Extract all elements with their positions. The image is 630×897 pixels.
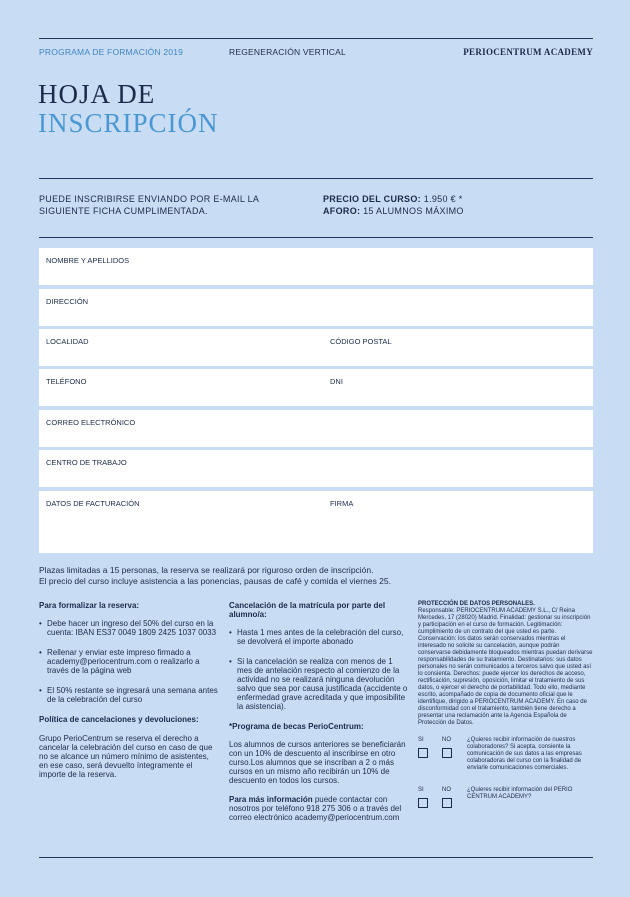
scholarship-heading: *Programa de becas PerioCentrum: — [229, 722, 364, 731]
price-label: PRECIO DEL CURSO: — [323, 194, 421, 204]
data-protection-text: Responsable: PERIOCENTRUM ACADEMY S.L., C/ Reina Mercedes, 17 (28020) Madrid. Finalidad: gestionar su inscripción y participación en el curso de formación. Legitimación: cumplimiento de un contrato del que usted es parte. Conservación: los datos serán conservados mientras el interesado no solicite su cancelación, aunque podrán conservarse debidamente bloqueados mientras puedan derivarse responsabilidades de su tratamiento. Destinatarios: sus datos personales no serán comunicados a terceros salvo que usted así lo consienta. Derechos: puede ejercer los derechos de acceso, rectificación, supresión, oposición, limitar el tratamiento de sus datos, o ejercer el derecho de portabilidad. Todo ello, mediante escrito, acompañado de copia de documento oficial que le identifique, dirigido a PERIOCENTRUM ACADEMY. En caso de disconformidad con el tratamiento, también tiene derecho a presentar una reclamación ante la Agencia Española de Protección de Datos. — [418, 608, 593, 726]
top-rule — [39, 38, 593, 39]
contact-info — [229, 795, 409, 822]
capacity-label: AFORO: — [323, 206, 361, 216]
phone-field[interactable] — [39, 369, 593, 406]
address-label: DIRECCIÓN — [46, 297, 89, 306]
email-label: CORREO ELECTRÓNICO — [46, 418, 136, 427]
bottom-rule — [39, 857, 593, 858]
student-cancellation-heading: Cancelación de la matrícula por parte del alumno/a: — [229, 601, 386, 619]
intro-top-rule — [39, 178, 593, 179]
reservation-heading: Para formalizar la reserva: — [39, 601, 140, 610]
postal-label: CÓDIGO POSTAL — [330, 337, 392, 346]
student-cancellation-column — [229, 601, 409, 832]
dni-label: DNI — [330, 377, 343, 386]
brand-label: PERIOCENTRUM ACADEMY — [463, 47, 593, 57]
city-label: LOCALIDAD — [46, 337, 89, 346]
no-label: NO — [442, 737, 451, 743]
contact-info-text: puede contactar con nosotros por teléfono 918 275 306 o a través del correo electrónico academy@periocentrum.com — [229, 795, 402, 822]
reservation-column — [39, 601, 219, 789]
cancellation-policy-text: Grupo PerioCentrum se reserva el derecho a cancelar la celebración del curso en caso de que no se alcance un número mínimo de asistentes, en ese caso, será devuelto íntegramente el importe de la reserva. — [39, 734, 213, 779]
intro-bottom-rule — [39, 237, 593, 238]
yes-label: SI — [418, 787, 424, 793]
yes-label: SI — [418, 737, 424, 743]
note-line-1: Plazas limitadas a 15 personas, la reserva se realizará por riguroso orden de inscripción. — [39, 565, 374, 575]
reservation-item: • El 50% restante se ingresará una semana antes de la celebración del curso — [39, 686, 219, 704]
course-label: REGENERACIÓN VERTICAL — [229, 47, 346, 57]
phone-label: TELÉFONO — [46, 377, 87, 386]
academy-question: ¿Quieres recibir información del PERIO CENTRUM ACADEMY? — [467, 787, 573, 800]
billing-label: DATOS DE FACTURACIÓN — [46, 499, 140, 508]
student-cancellation-item: • Hasta 1 mes antes de la celebración del curso, se devolverá el importe abonado — [229, 628, 409, 646]
consent-collaborators — [418, 737, 593, 773]
data-protection-heading: PROTECCIÓN DE DATOS PERSONALES. — [418, 601, 535, 607]
signature-label: FIRMA — [330, 499, 354, 508]
student-cancellation-item: • Si la cancelación se realiza con menos de 1 mes de antelación respecto al comienzo de la actividad no se realizará ninguna devolución salvo que sea por causa justificada (accidente o enfermedad grave acreditada y que imposibilite la asistencia). — [229, 657, 409, 711]
intro-text: PUEDE INSCRIBIRSE ENVIANDO POR E-MAIL LA SIGUIENTE FICHA CUMPLIMENTADA. — [39, 194, 259, 216]
price-block — [323, 193, 464, 217]
capacity-value: 15 ALUMNOS MÁXIMO — [363, 206, 464, 216]
no-label: NO — [442, 787, 451, 793]
address-field[interactable] — [39, 289, 593, 326]
workplace-field[interactable] — [39, 450, 593, 487]
contact-info-bold: Para más información — [229, 795, 313, 804]
title-line-1: HOJA DE — [38, 79, 156, 109]
billing-field[interactable] — [39, 491, 593, 553]
city-field[interactable] — [39, 329, 593, 366]
academy-yes-checkbox[interactable] — [418, 798, 428, 808]
collaborators-no-checkbox[interactable] — [442, 748, 452, 758]
data-protection-column — [418, 601, 593, 819]
cancellation-policy-heading: Política de cancelaciones y devoluciones: — [39, 715, 199, 724]
program-label: PROGRAMA DE FORMACIÓN 2019 — [39, 47, 184, 57]
workplace-label: CENTRO DE TRABAJO — [46, 458, 127, 467]
course-notes — [39, 565, 391, 587]
name-label: NOMBRE Y APELLIDOS — [46, 256, 130, 265]
collaborators-yes-checkbox[interactable] — [418, 748, 428, 758]
reservation-item: • Debe hacer un ingreso del 50% del curso en la cuenta: IBAN ES37 0049 1809 2425 1037 0033 — [39, 619, 219, 637]
collaborators-question: ¿Quieres recibir información de nuestros colaboradores? Si acepta, consiente la comunicación de sus datos a las empresas colaboradoras del curso con la finalidad de enviarle comunicaciones comerciales. — [467, 737, 582, 771]
consent-academy — [418, 787, 593, 819]
reservation-item: • Rellenar y enviar este impreso firmado a academy@periocentrum.com o realizarlo a través de la página web — [39, 648, 219, 675]
scholarship-text: Los alumnos de cursos anteriores se beneficiarán con un 10% de descuento al inscribirse en otro curso.Los alumnos que se inscriban a 2 o más cursos en un mismo año recibirán un 10% de descuento en todos los cursos. — [229, 740, 406, 785]
note-line-2: El precio del curso incluye asistencia a las ponencias, pausas de café y comida el viernes 25. — [39, 576, 391, 586]
email-field[interactable] — [39, 410, 593, 447]
title-line-2: INSCRIPCIÓN — [38, 108, 219, 138]
price-value: 1.950 € * — [423, 194, 463, 204]
name-field[interactable] — [39, 248, 593, 285]
page-title — [38, 80, 219, 138]
academy-no-checkbox[interactable] — [442, 798, 452, 808]
